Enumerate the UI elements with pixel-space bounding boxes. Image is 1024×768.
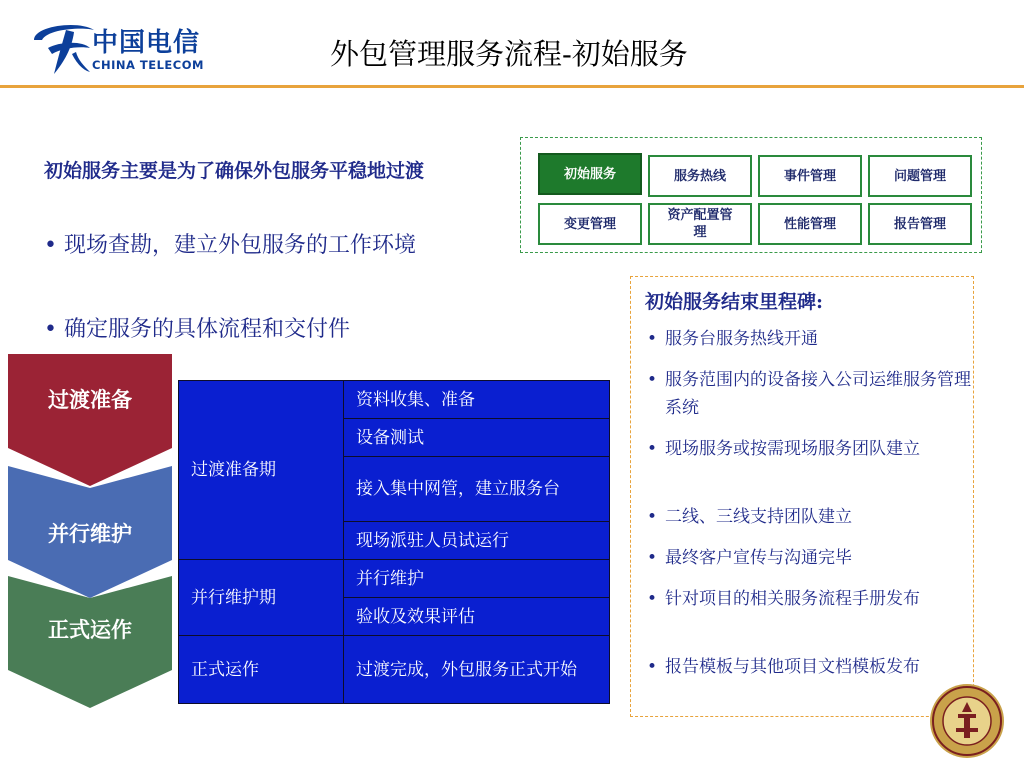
service-box-change[interactable]: 变更管理	[538, 203, 642, 245]
college-seal-icon	[928, 682, 1006, 760]
milestone-item: • 报告模板与其他项目文档模板发布	[645, 653, 971, 681]
intro-bullet-1: • 现场查勘，建立外包服务的工作环境	[44, 233, 416, 258]
service-box-performance[interactable]: 性能管理	[758, 203, 862, 245]
service-box-initial[interactable]: 初始服务	[538, 153, 642, 195]
service-box-report[interactable]: 报告管理	[868, 203, 972, 245]
title-divider	[0, 85, 1024, 88]
table-phase-cell: 并行维护期	[179, 560, 344, 636]
table-task-cell: 资料收集、准备	[344, 381, 610, 419]
intro-heading: 初始服务主要是为了确保外包服务平稳地过渡	[44, 160, 425, 182]
table-task-cell: 设备测试	[344, 419, 610, 457]
milestone-item: • 最终客户宣传与沟通完毕	[645, 544, 971, 572]
page-title: 外包管理服务流程-初始服务	[330, 37, 688, 71]
table-row	[179, 636, 610, 704]
table-task-cell: 接入集中网管，建立服务台	[344, 457, 610, 522]
milestone-title: 初始服务结束里程碑:	[645, 291, 824, 313]
table-task-cell: 过渡完成，外包服务正式开始	[344, 636, 610, 704]
logo-chinese-text: 中国电信	[92, 28, 201, 58]
phase-chevron-transition	[8, 354, 172, 486]
phase-label-operation: 正式运作	[48, 617, 132, 642]
table-task-cell: 现场派驻人员试运行	[344, 522, 610, 560]
table-row	[179, 560, 610, 598]
milestone-item: • 服务台服务热线开通	[645, 325, 971, 353]
process-table	[178, 380, 610, 704]
table-phase-cell: 过渡准备期	[179, 381, 344, 560]
logo-english-text: CHINA TELECOM	[92, 58, 204, 72]
table-task-cell: 验收及效果评估	[344, 598, 610, 636]
service-box-asset-config[interactable]: 资产配置管理	[648, 203, 752, 245]
table-phase-cell: 正式运作	[179, 636, 344, 704]
milestone-panel	[630, 276, 974, 717]
intro-bullet-2: • 确定服务的具体流程和交付件	[44, 317, 350, 342]
milestone-item: • 服务范围内的设备接入公司运维服务管理系统	[645, 366, 971, 422]
milestone-item: • 针对项目的相关服务流程手册发布	[645, 585, 971, 613]
service-box-incident[interactable]: 事件管理	[758, 155, 862, 197]
table-row	[179, 381, 610, 419]
phase-label-parallel: 并行维护	[48, 521, 132, 546]
milestone-item: • 二线、三线支持团队建立	[645, 503, 971, 531]
table-task-cell: 并行维护	[344, 560, 610, 598]
service-box-hotline[interactable]: 服务热线	[648, 155, 752, 197]
milestone-item: • 现场服务或按需现场服务团队建立	[645, 435, 971, 463]
phase-label-transition: 过渡准备	[48, 387, 132, 412]
service-box-problem[interactable]: 问题管理	[868, 155, 972, 197]
